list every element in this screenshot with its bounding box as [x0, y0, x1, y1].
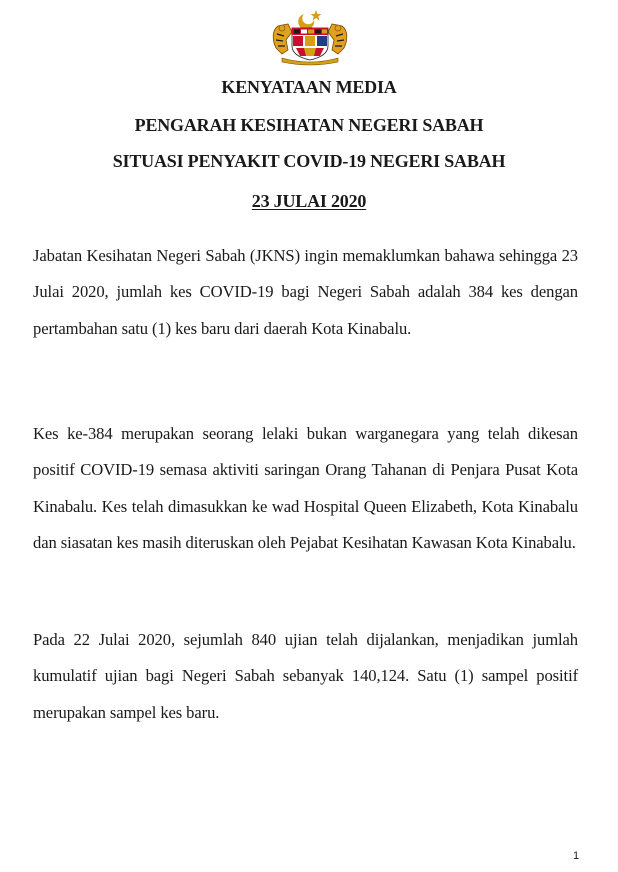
paragraph-case-total: Jabatan Kesihatan Negeri Sabah (JKNS) ingin memaklumkan bahawa sehingga 23 Julai 2020, jumlah kes COVID-19 bagi Negeri Sabah adalah 384 kes dengan pertambahan satu (1) kes baru dari daerah Kota Kinabalu. [33, 246, 578, 338]
heading-title: KENYATAAN MEDIA [221, 77, 397, 97]
page-number: 1 [573, 850, 580, 862]
paragraph-testing: Pada 22 Julai 2020, sejumlah 840 ujian telah dijalankan, menjadikan jumlah kumulatif ujian bagi Negeri Sabah sebanyak 140,124. Satu (1) sampel positif merupakan sampel kes baru. [33, 630, 578, 722]
paragraph-case-detail: Kes ke-384 merupakan seorang lelaki bukan warganegara yang telah dikesan positif COVID-19 semasa aktiviti saringan Orang Tahanan di Penjara Pusat Kota Kinabalu. Kes telah dimasukkan ke wad Hospital Queen Elizabeth, Kota Kinabalu dan siasatan kes masih diteruskan oleh Pejabat Kesihatan Kawasan Kota Kinabalu. [33, 424, 578, 553]
statement-date: 23 JULAI 2020 [251, 191, 367, 211]
heading-subject: SITUASI PENYAKIT COVID-19 NEGERI SABAH [112, 151, 506, 171]
heading-issuer: PENGARAH KESIHATAN NEGERI SABAH [134, 115, 484, 135]
malaysia-coat-of-arms-icon [268, 6, 352, 66]
